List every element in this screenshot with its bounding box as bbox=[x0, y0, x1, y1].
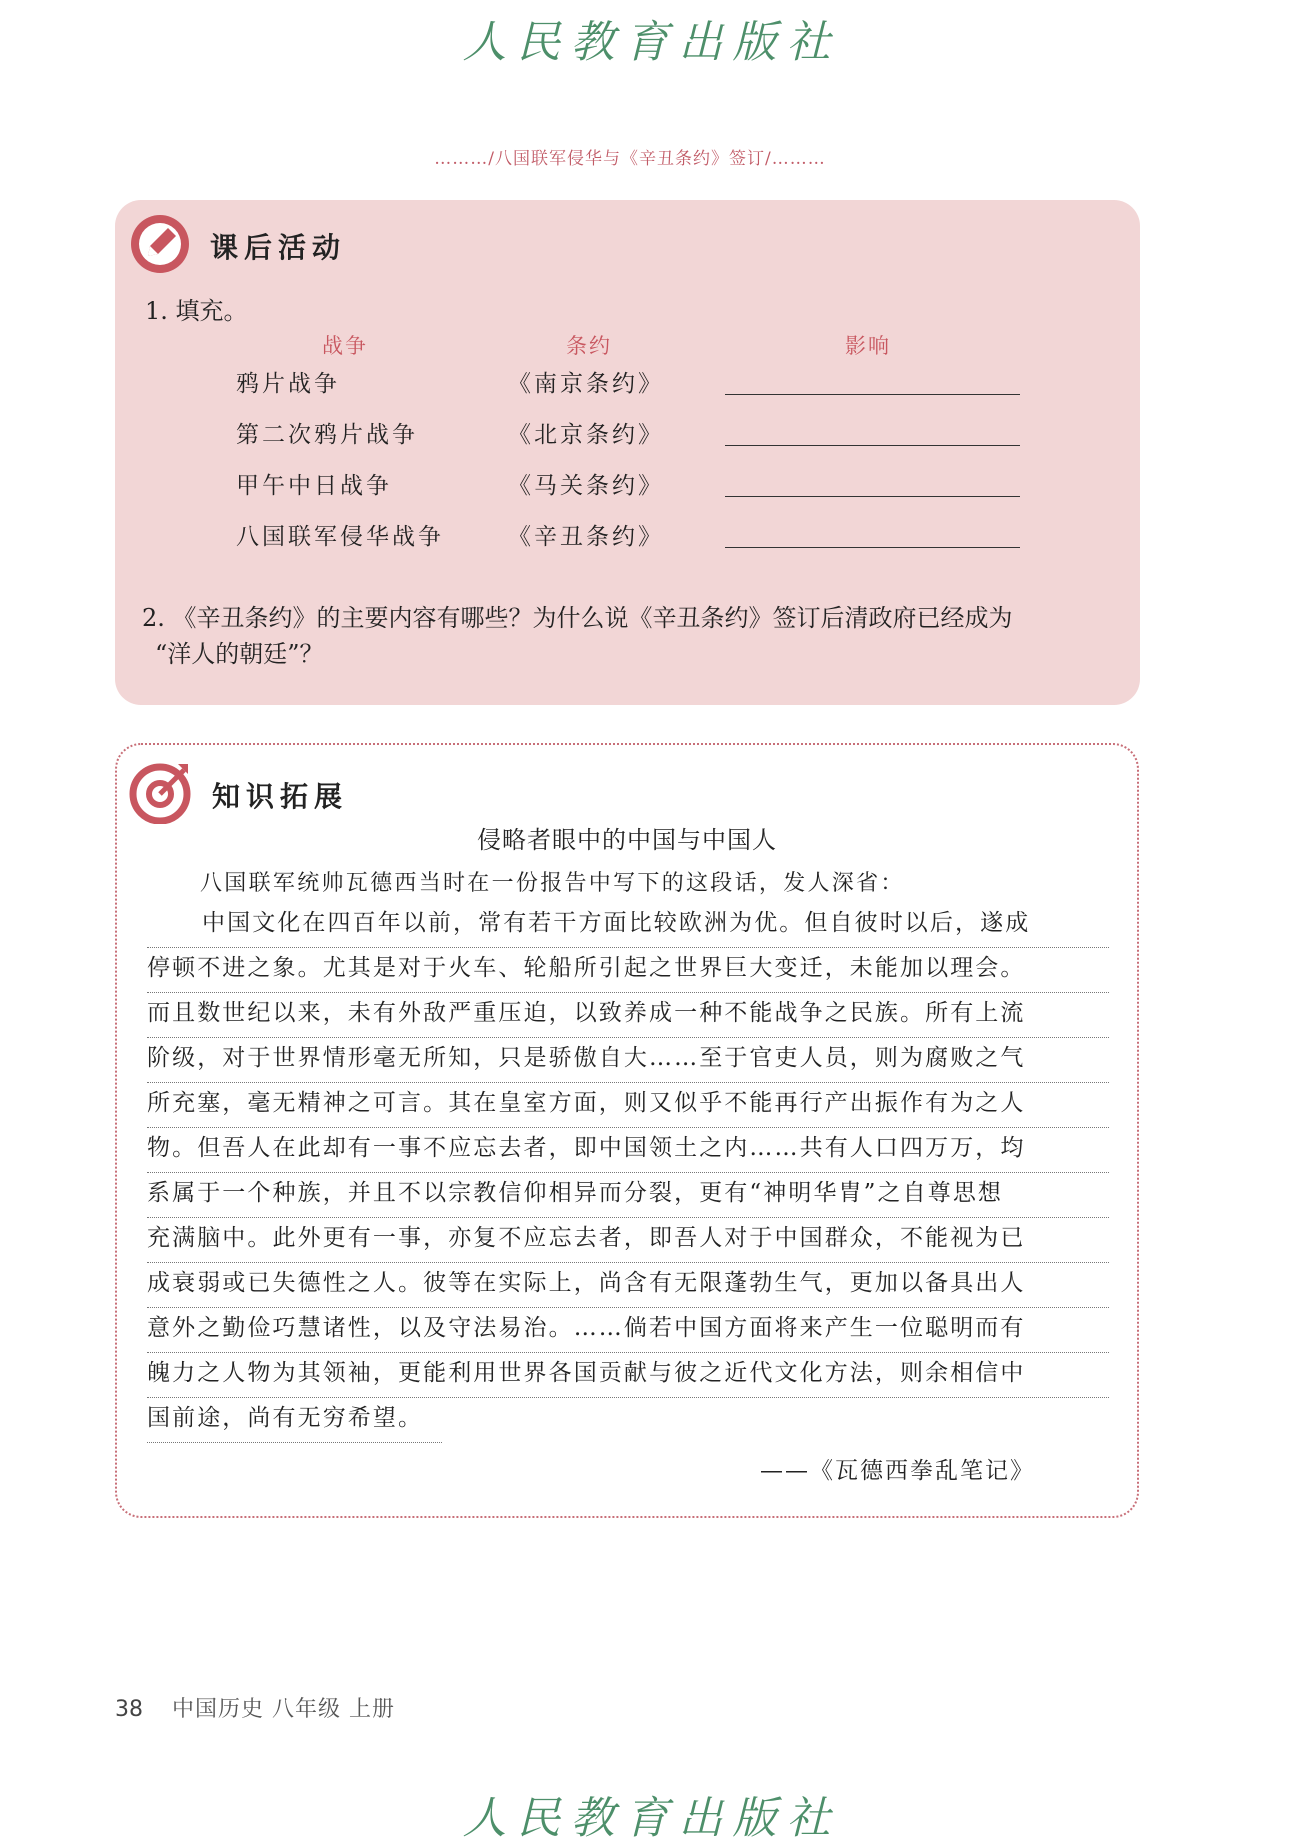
knowledge-title: 知识拓展 bbox=[212, 780, 349, 813]
question-2-line-1: 2. 《辛丑条约》的主要内容有哪些？为什么说《辛丑条约》签订后清政府已经成为 bbox=[142, 604, 1013, 632]
running-head: ………/八国联军侵华与《辛丑条约》签订/……… bbox=[434, 149, 826, 169]
target-arrow-icon bbox=[128, 760, 192, 824]
page-footer bbox=[115, 1692, 395, 1723]
quote-line: 国前途，尚有无穷希望。 bbox=[147, 1398, 442, 1443]
publisher-watermark-top: 人民教育出版社 bbox=[462, 17, 841, 68]
column-header-war: 战争 bbox=[322, 334, 368, 358]
answer-blank[interactable] bbox=[725, 496, 1020, 497]
treaty-cell: 《马关条约》 bbox=[508, 473, 664, 499]
treaty-cell: 《南京条约》 bbox=[508, 371, 664, 397]
intro-paragraph: 八国联军统帅瓦德西当时在一份报告中写下的这段话，发人深省： bbox=[200, 871, 905, 896]
column-header-impact: 影响 bbox=[845, 334, 891, 358]
war-cell: 八国联军侵华战争 bbox=[236, 524, 444, 550]
quote-line: 意外之勤俭巧慧诸性，以及守法易治。……倘若中国方面将来产生一位聪明而有 bbox=[147, 1308, 1109, 1353]
book-title: 中国历史 八年级 上册 bbox=[172, 1697, 395, 1722]
reading-title: 侵略者眼中的中国与中国人 bbox=[477, 826, 777, 854]
answer-blank[interactable] bbox=[725, 547, 1020, 548]
publisher-watermark-bottom: 人民教育出版社 bbox=[462, 1793, 841, 1844]
quote-line: 物。但吾人在此却有一事不应忘去者，即中国领土之内……共有人口四万万，均 bbox=[147, 1128, 1109, 1173]
treaty-cell: 《辛丑条约》 bbox=[508, 524, 664, 550]
quote-line: 系属于一个种族，并且不以宗教信仰相异而分裂，更有“神明华胄”之自尊思想 bbox=[147, 1173, 1109, 1218]
quote-line: 魄力之人物为其领袖，更能利用世界各国贡献与彼之近代文化方法，则余相信中 bbox=[147, 1353, 1109, 1398]
answer-blank[interactable] bbox=[725, 394, 1020, 395]
quote-line: 中国文化在四百年以前，常有若干方面比较欧洲为优。但自彼时以后，遂成 bbox=[147, 903, 1109, 948]
war-cell: 甲午中日战争 bbox=[236, 473, 392, 499]
page-number: 38 bbox=[115, 1697, 143, 1722]
quote-line: 成衰弱或已失德性之人。彼等在实际上，尚含有无限蓬勃生气，更加以备具出人 bbox=[147, 1263, 1109, 1308]
treaty-cell: 《北京条约》 bbox=[508, 422, 664, 448]
quote-line: 充满脑中。此外更有一事，亦复不应忘去者，即吾人对于中国群众，不能视为已 bbox=[147, 1218, 1109, 1263]
answer-blank[interactable] bbox=[725, 445, 1020, 446]
pencil-badge-icon bbox=[128, 212, 192, 276]
column-header-treaty: 条约 bbox=[566, 334, 612, 358]
citation: ——《瓦德西拳乱笔记》 bbox=[760, 1458, 1035, 1484]
quote-line: 停顿不进之象。尤其是对于火车、轮船所引起之世界巨大变迁，未能加以理会。 bbox=[147, 948, 1109, 993]
activity-title: 课后活动 bbox=[210, 231, 347, 264]
quote-line: 所充塞，毫无精神之可言。其在皇室方面，则又似乎不能再行产出振作有为之人 bbox=[147, 1083, 1109, 1128]
quote-line: 而且数世纪以来，未有外敌严重压迫，以致养成一种不能战争之民族。所有上流 bbox=[147, 993, 1109, 1038]
war-cell: 鸦片战争 bbox=[236, 371, 340, 397]
war-cell: 第二次鸦片战争 bbox=[236, 422, 418, 448]
question-1: 1. 填充。 bbox=[145, 297, 248, 325]
quote-line: 阶级，对于世界情形毫无所知，只是骄傲自大……至于官吏人员，则为腐败之气 bbox=[147, 1038, 1109, 1083]
question-2-line-2: “洋人的朝廷”？ bbox=[155, 640, 324, 668]
